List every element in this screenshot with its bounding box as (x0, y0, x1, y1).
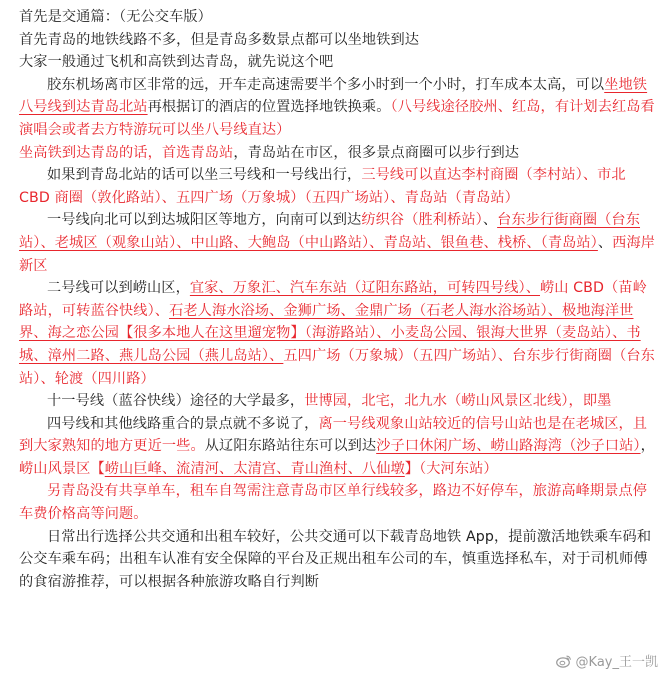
red-highlight: 世博园，北宅，北九水（崂山风景区北线），即墨 (304, 393, 612, 410)
red-highlight: 崂山风景区【 (19, 460, 105, 477)
watermark (556, 651, 658, 670)
text-segment: 从辽阳东路站往东可以到达 (204, 438, 377, 455)
text-segment: ，青岛站在市区，很多景点商圈可以步行到达 (233, 144, 520, 161)
text-segment: 再根据订的酒店的位置选择地铁换乘。 (147, 99, 391, 116)
watermark-text: @Kay_王一凯 (575, 655, 658, 670)
text-segment: 一号线向北可以到达城阳区等地方，向南可以到达 (47, 212, 362, 229)
underlined-highlight: 台东步行街商圈（台东站）、老城区（观象山站）、中山路、大鲍岛（中山路站）、青岛站、银鱼巷、栈桥、（青岛站） (19, 212, 641, 251)
paragraph-high-speed-rail (19, 142, 657, 165)
paragraph-subway-intro: 首先青岛的地铁线路不多，但是青岛多数景点都可以坐地铁到达 (19, 31, 420, 48)
text-segment: ， (640, 438, 655, 455)
text-segment: 十一号线（蓝谷快线）途径的大学最多， (47, 393, 305, 410)
paragraph-line-1 (19, 209, 657, 277)
paragraph-airport (19, 74, 657, 142)
paragraph-self-drive-warning: 另青岛没有共享单车，租车自驾需注意青岛市区单行线较多，路边不好停车，旅游高峰期景点停车费价格高等问题。 (19, 483, 648, 523)
red-highlight: 五四广场（万象城）（五四广场站）、台东步行街商圈（台东站）、轮渡（四川路） (19, 347, 655, 387)
underlined-highlight: 宜家、万象汇、汽车东站（辽阳东路站，可转四号线）、 (189, 280, 540, 297)
red-highlight: 坐高铁到达青岛的话，首选青岛站 (19, 144, 234, 161)
underlined-highlight: 崂山巨峰、流清河、太清宫、青山渔村、八仙墩 (104, 460, 405, 477)
red-highlight: 西海岸新区 (19, 234, 656, 274)
paragraph-line-2 (19, 277, 657, 390)
red-highlight: 】（大河东站） (404, 460, 498, 477)
section-title: 首先是交通篇：（无公交车版） (19, 9, 212, 25)
text-segment: 、 (597, 234, 613, 251)
paragraph-line-11 (19, 390, 657, 413)
red-highlight: 崂山 CBD（苗岭路站，可转蓝谷快线）、 (19, 280, 647, 319)
red-highlight: 三号线可以直达李村商圈（李村站）、市北 CBD 商圈（敦化路站）、五四广场（万象城）（五四广场站）、青岛站（青岛站） (19, 167, 626, 206)
red-highlight: （八号线途径胶州、红岛，有计划去红岛看演唱会或者去方特游玩可以坐八号线直达） (19, 99, 655, 138)
paragraph-daily-travel: 日常出行选择公共交通和出租车较好，公共交通可以下载青岛地铁 App，提前激活地铁乘车码和公交车乘车码；出租车认准有安全保障的平台及正规出租车公司的车，慎重选择私车，对于司机师傅的食宿游推荐，可以根据各种旅游攻略自行判断 (19, 528, 652, 590)
article-body (0, 6, 665, 593)
text-segment: 四号线和其他线路重合的景点就不多说了， (47, 415, 319, 432)
underlined-highlight: 坐地铁八号线到达青岛北站 (19, 76, 648, 116)
paragraph-qingdao-north (19, 164, 657, 209)
red-highlight: 纺织谷（胜利桥站） (361, 212, 483, 229)
text-segment: 二号线可以到崂山区， (47, 280, 190, 297)
paragraph-arrival-intro: 大家一般通过飞机和高铁到达青岛，就先说这个吧 (19, 54, 334, 71)
red-highlight: 离一号线观象山站较近的信号山站也是在老城区，且到大家熟知的地方更近一些。 (19, 415, 648, 455)
text-segment: 如果到青岛北站的话可以坐三号线和一号线出行， (47, 167, 362, 184)
text-segment: 、 (482, 212, 498, 229)
weibo-icon (556, 654, 572, 668)
underlined-highlight: 沙子口休闲广场、崂山路海湾（沙子口站） (376, 438, 641, 455)
paragraph-line-4 (19, 413, 657, 481)
underlined-highlight: 石老人海水浴场、金狮广场、金鼎广场（石老人海水浴场站）、极地海洋世界、海之恋公园【很多本地人在这里遛宠物】（海游路站）、小麦岛公园、银海大世界（麦岛站）、书城、漳州二路、燕儿岛公园（燕儿岛站）、 (19, 302, 641, 364)
text-segment: 胶东机场离市区非常的远，开车走高速需要半个多小时到一个小时，打车成本太高，可以 (47, 76, 605, 93)
